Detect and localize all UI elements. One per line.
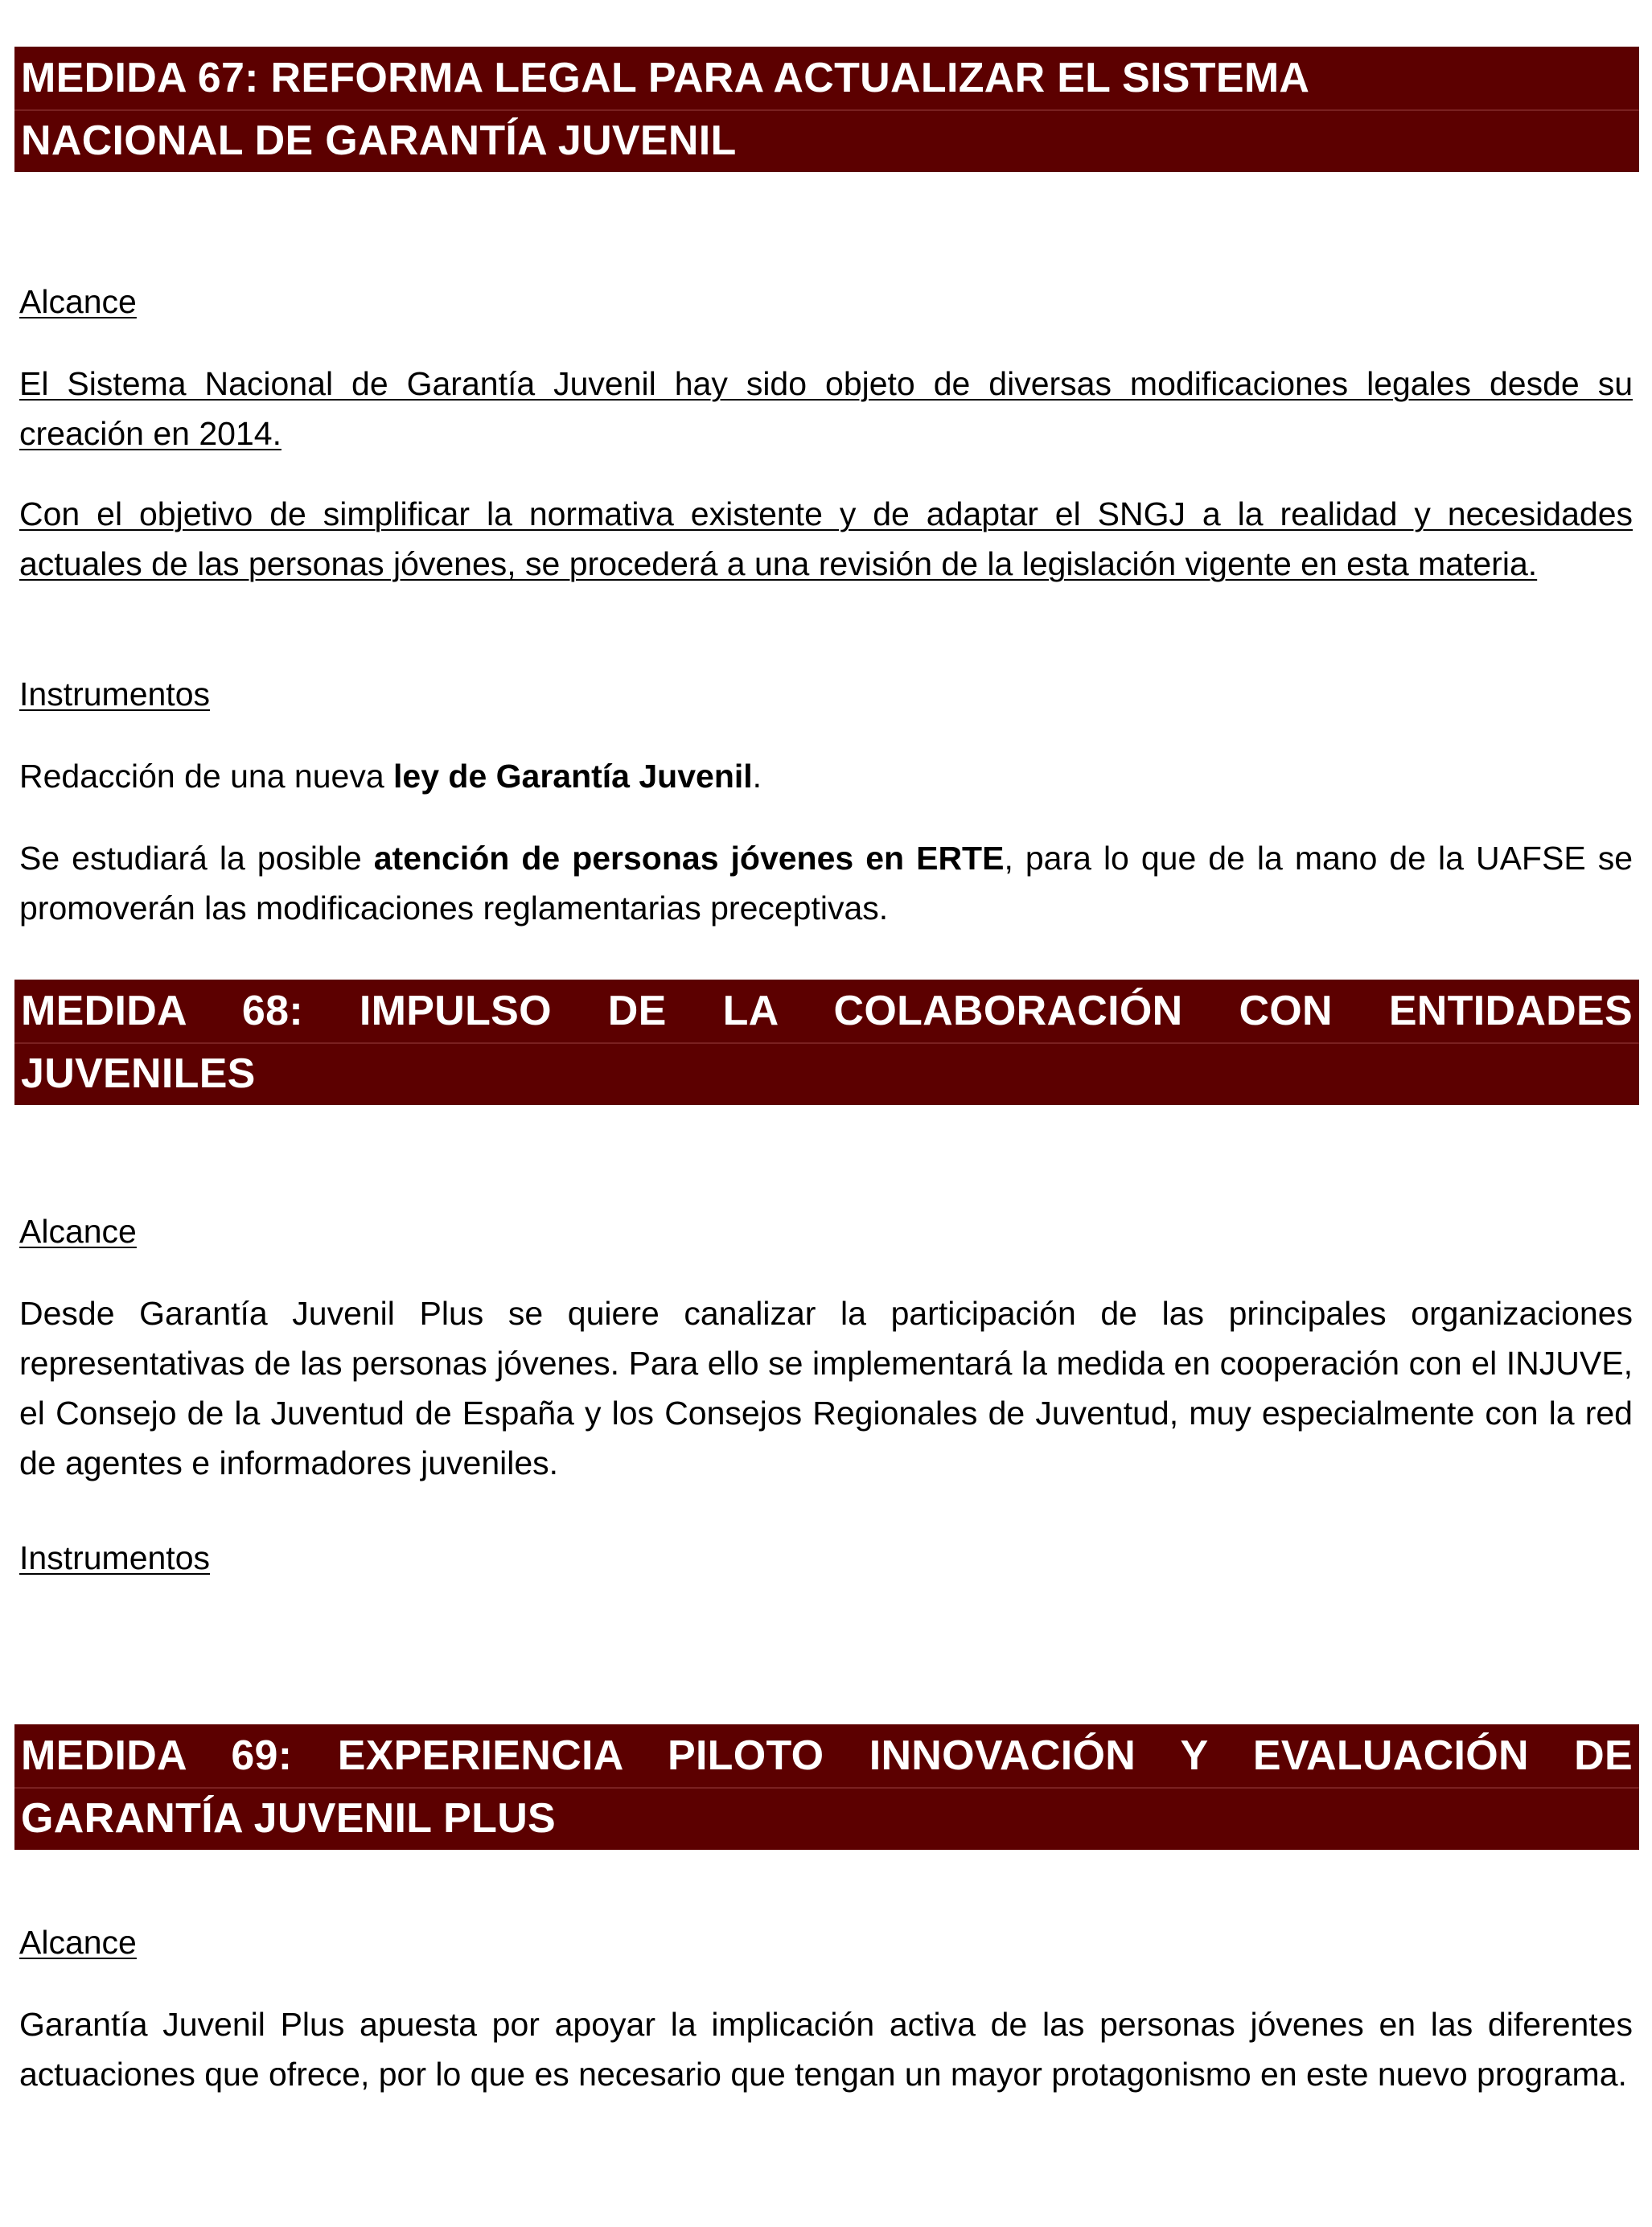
medida-69-title-line2: GARANTÍA JUVENIL PLUS xyxy=(21,1795,557,1842)
heading-divider xyxy=(14,1787,1639,1789)
medida-67-instrumentos-paragraph-2: Se estudiará la posible atención de personas jóvenes en ERTE, para lo que de la mano de la UAFSE se promoverán las modificaciones reglamentarias preceptivas. xyxy=(19,840,1633,927)
section-label-alcance: Alcance xyxy=(19,1213,137,1250)
section-label-instrumentos: Instrumentos xyxy=(19,676,210,713)
medida-67-instrumentos-paragraph-1: Redacción de una nueva ley de Garantía Juvenil. xyxy=(19,758,762,795)
medida-68-title-line1: MEDIDA 68: IMPULSO DE LA COLABORACIÓN CON ENTIDADES xyxy=(21,988,1633,1034)
bold-text: ley de Garantía Juvenil xyxy=(393,758,753,795)
medida-67-heading xyxy=(14,47,1639,172)
medida-67-alcance-paragraph-1: El Sistema Nacional de Garantía Juvenil hay sido objeto de diversas modificaciones legales desde su creación en 2014. xyxy=(19,365,1633,452)
section-label-instrumentos: Instrumentos xyxy=(19,1539,210,1576)
medida-67-instrumentos-label xyxy=(19,669,1633,719)
medida-67-alcance-label xyxy=(19,277,1633,327)
section-label-alcance: Alcance xyxy=(19,1924,137,1961)
medida-68-alcance-label xyxy=(19,1206,1633,1256)
medida-68-heading xyxy=(14,980,1639,1105)
medida-67-alcance-paragraph-2: Con el objetivo de simplificar la normativa existente y de adaptar el SNGJ a la realidad y necesidades actuales de las personas jóvenes, se procederá a una revisión de la legislación vigente en esta materia. xyxy=(19,495,1633,582)
medida-69-heading xyxy=(14,1724,1639,1850)
medida-67-title-line2: NACIONAL DE GARANTÍA JUVENIL xyxy=(21,117,737,164)
heading-divider xyxy=(14,1042,1639,1044)
medida-68-instrumentos-label xyxy=(19,1533,1633,1583)
medida-69-alcance-label xyxy=(19,1917,1633,1967)
section-label-alcance: Alcance xyxy=(19,283,137,320)
medida-69-title-line1: MEDIDA 69: EXPERIENCIA PILOTO INNOVACIÓN Y EVALUACIÓN DE xyxy=(21,1732,1633,1779)
bold-text: atención de personas jóvenes en ERTE xyxy=(373,840,1005,877)
medida-68-title-line2: JUVENILES xyxy=(21,1050,256,1097)
medida-69-alcance-paragraph-1: Garantía Juvenil Plus apuesta por apoyar la implicación activa de las personas jóvenes en las diferentes actuaciones que ofrece, por lo que es necesario que tengan un mayor protagonismo en este nuevo programa. xyxy=(19,2006,1633,2093)
medida-67-title-line1: MEDIDA 67: REFORMA LEGAL PARA ACTUALIZAR EL SISTEMA xyxy=(21,55,1310,101)
heading-divider xyxy=(14,109,1639,111)
medida-68-alcance-paragraph-1: Desde Garantía Juvenil Plus se quiere canalizar la participación de las principales organizaciones representativas de las personas jóvenes. Para ello se implementará la medida en cooperación con el INJUVE, el Consejo de la Juventud de España y los Consejos Regionales de Juventud, muy especialmente con la red de agentes e informadores juveniles. xyxy=(19,1295,1633,1481)
